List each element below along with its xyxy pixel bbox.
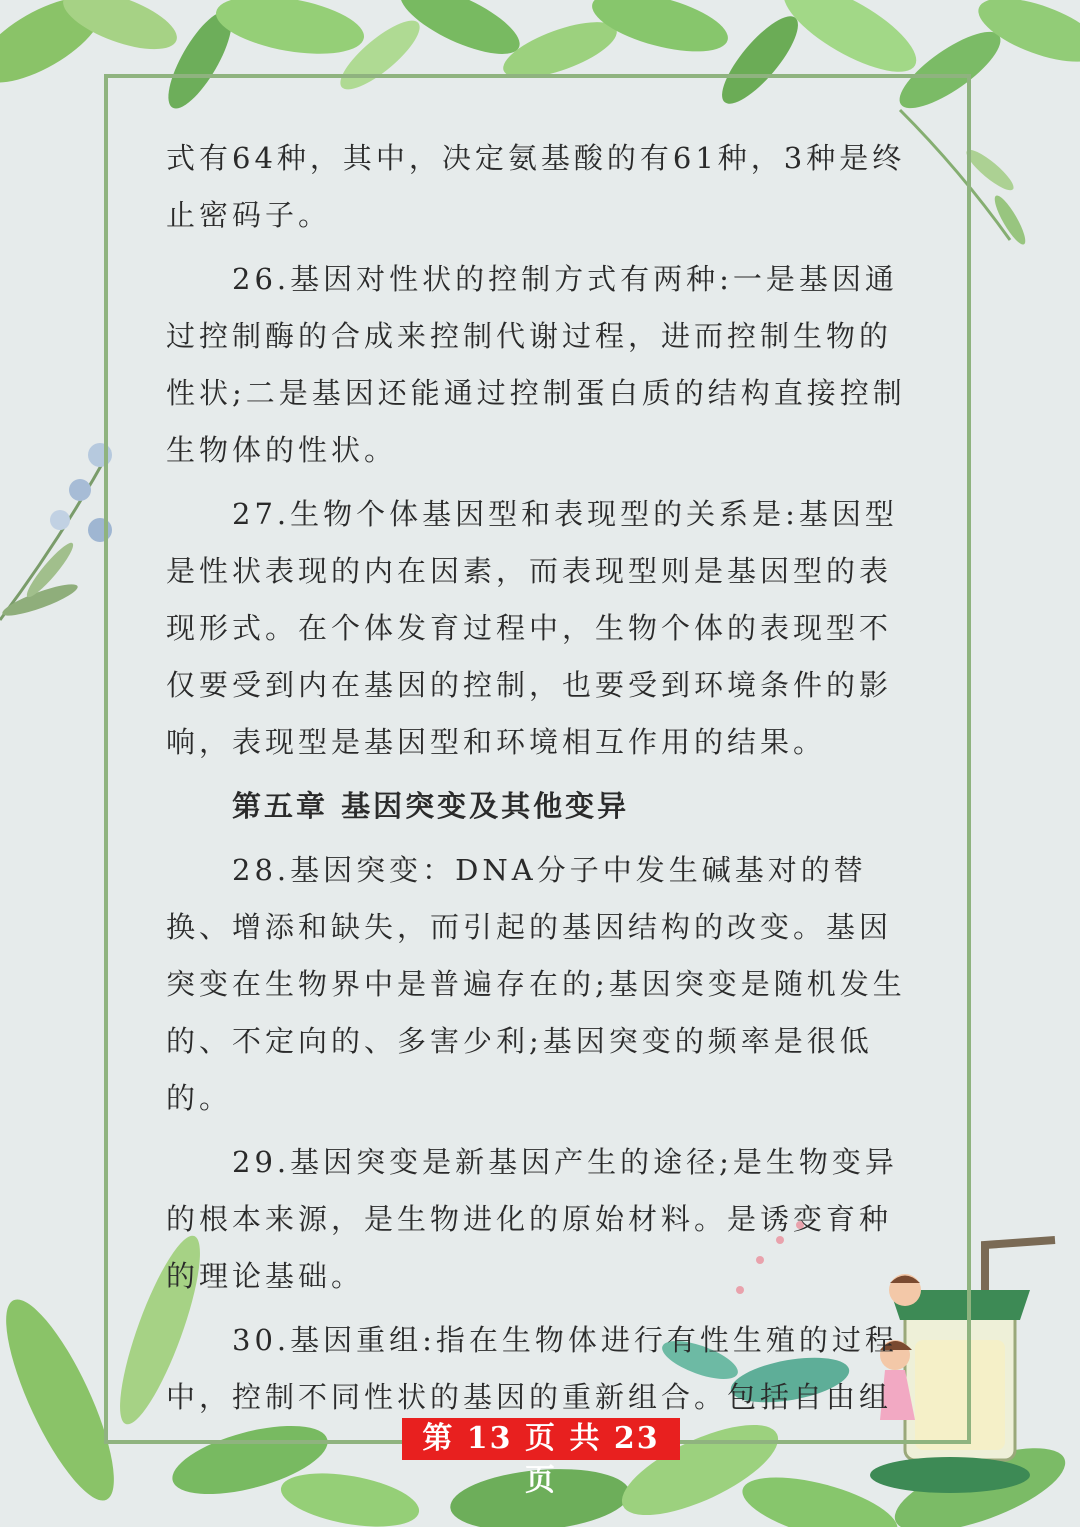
paragraph-30: 30.基因重组:指在生物体进行有性生殖的过程中，控制不同性状的基因的重新组合。包括自由组 [166, 1323, 898, 1414]
paragraph-28: 28.基因突变：DNA分子中发生碱基对的替换、增添和缺失，而引起的基因结构的改变。基因突变在生物界中是普遍存在的;基因突变是随机发生的、不定向的、多害少利;基因突变的频率是很低的。 [166, 853, 906, 1115]
paragraph-26: 26.基因对性状的控制方式有两种:一是基因通过控制酶的合成来控制代谢过程，进而控制生物的性状;二是基因还能通过控制蛋白质的结构直接控制生物体的性状。 [166, 262, 906, 467]
left-flower-illustration [0, 443, 112, 621]
paragraph-continuation: 式有64种，其中，决定氨基酸的有61种，3种是终止密码子。 [166, 141, 906, 232]
paragraph-29: 29.基因突变是新基因产生的途径;是生物变异的根本来源，是生物进化的原始材料。是诱变育种的理论基础。 [166, 1145, 898, 1293]
page-number-badge: 第 13 页 共 23 页 [402, 1418, 680, 1460]
paragraph-27: 27.生物个体基因型和表现型的关系是:基因型是性状表现的内在因素，而表现型则是基因型的表现形式。在个体发育过程中，生物个体的表现型不仅要受到内在基因的控制，也要受到环境条件的影响，表现型是基因型和环境相互作用的结果。 [166, 497, 898, 759]
document-body [166, 130, 916, 1433]
chapter-heading: 第五章 基因突变及其他变异 [232, 789, 630, 823]
